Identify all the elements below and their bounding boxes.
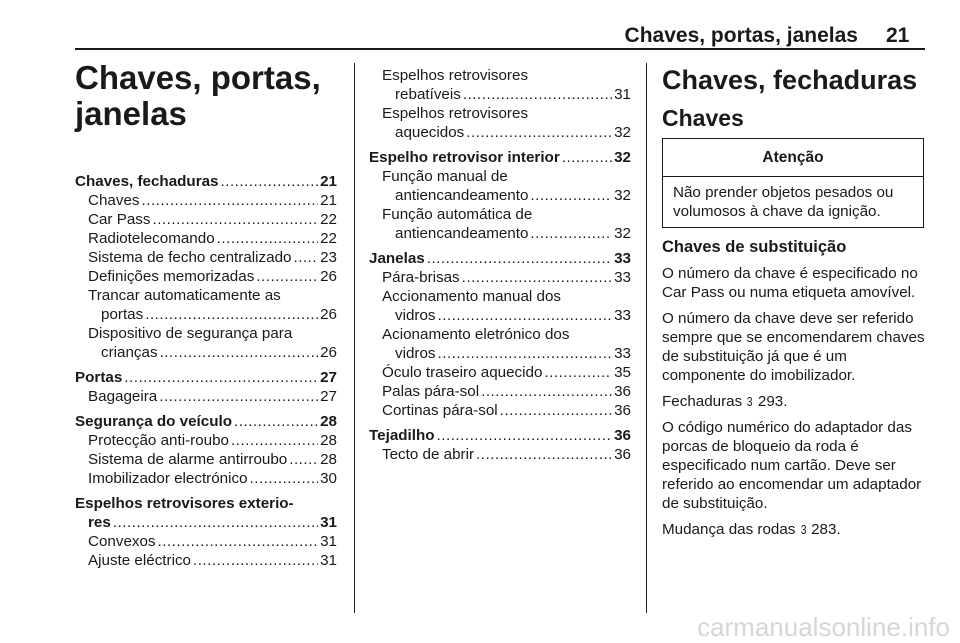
body-paragraph bbox=[662, 264, 928, 302]
toc-entry[interactable] bbox=[369, 363, 631, 382]
toc-entry-title: Definições memorizadas bbox=[88, 268, 255, 285]
reference-arrow-icon: 3 bbox=[747, 394, 753, 409]
toc-page-number: 31 bbox=[614, 86, 631, 103]
body-paragraph bbox=[662, 309, 928, 385]
toc-leader-dots bbox=[562, 148, 612, 167]
toc-entry-title[interactable]: Função manual de bbox=[382, 168, 508, 185]
toc-entry-title: Tecto de abrir bbox=[382, 446, 475, 463]
toc-entry-continuation: antiencandeamento bbox=[395, 187, 529, 204]
toc-leader-dots bbox=[158, 532, 319, 551]
toc-leader-dots bbox=[142, 191, 319, 210]
toc-entry[interactable] bbox=[75, 305, 337, 324]
toc-leader-dots bbox=[438, 344, 613, 363]
toc-entry[interactable] bbox=[369, 123, 631, 142]
toc-leader-dots bbox=[438, 306, 613, 325]
toc-page-number: 36 bbox=[614, 383, 631, 400]
toc-entry[interactable] bbox=[75, 229, 337, 248]
toc-leader-dots bbox=[466, 123, 612, 142]
toc-page-number: 36 bbox=[614, 446, 631, 463]
toc-page-number: 36 bbox=[614, 427, 631, 444]
toc-entry-title: Óculo traseiro aquecido bbox=[382, 364, 543, 381]
toc-page-number: 22 bbox=[320, 211, 337, 228]
toc-entry-title[interactable]: Accionamento manual dos bbox=[382, 288, 561, 305]
toc-entry[interactable] bbox=[75, 551, 337, 570]
toc-entry-title: Bagageira bbox=[88, 388, 158, 405]
paragraph-text: Mudança das rodas bbox=[662, 521, 796, 538]
toc-page-number: 33 bbox=[614, 345, 631, 362]
paragraph-text: Fechaduras bbox=[662, 393, 743, 410]
reference-arrow-icon: 3 bbox=[800, 522, 807, 537]
column-divider-right bbox=[646, 63, 647, 613]
toc-entry[interactable] bbox=[75, 513, 337, 532]
toc-page-number: 32 bbox=[614, 187, 631, 204]
toc-entry-continuation: res bbox=[88, 514, 111, 531]
header-rule bbox=[75, 48, 925, 50]
toc-leader-dots bbox=[437, 426, 613, 445]
toc-entry-title: Palas pára-sol bbox=[382, 383, 480, 400]
body-text bbox=[662, 264, 928, 546]
toc-leader-dots bbox=[530, 224, 612, 243]
subsection-title: Chaves bbox=[662, 105, 744, 131]
toc-entry[interactable] bbox=[75, 368, 337, 387]
toc-leader-dots bbox=[256, 267, 318, 286]
toc-page-number: 35 bbox=[614, 364, 631, 381]
toc-page-number: 27 bbox=[320, 388, 337, 405]
toc-leader-dots bbox=[250, 469, 319, 488]
toc-leader-dots bbox=[159, 387, 318, 406]
toc-entry-title: Chaves bbox=[88, 192, 140, 209]
watermark: carmanualsonline.info bbox=[697, 612, 950, 642]
toc-entry[interactable] bbox=[75, 191, 337, 210]
toc-page-number: 32 bbox=[614, 124, 631, 141]
toc-page-number: 33 bbox=[614, 269, 631, 286]
toc-page-number: 23 bbox=[320, 249, 337, 266]
toc-entry[interactable] bbox=[75, 412, 337, 431]
toc-page-number: 31 bbox=[320, 514, 337, 531]
toc-entry-title[interactable]: Função automática de bbox=[382, 206, 533, 223]
toc-middle-column bbox=[369, 66, 631, 464]
section-title: Chaves, fechaduras bbox=[662, 65, 918, 95]
toc-page-number: 26 bbox=[320, 268, 337, 285]
toc-entry[interactable] bbox=[369, 224, 631, 243]
toc-entry-title: Cortinas pára-sol bbox=[382, 402, 498, 419]
toc-entry[interactable] bbox=[369, 382, 631, 401]
toc-entry[interactable] bbox=[75, 343, 337, 362]
toc-entry[interactable] bbox=[369, 426, 631, 445]
toc-entry-title: Car Pass bbox=[88, 211, 151, 228]
toc-leader-dots bbox=[462, 268, 612, 287]
replacement-keys-heading: Chaves de substituição bbox=[662, 238, 847, 256]
toc-entry-continuation: aquecidos bbox=[395, 124, 465, 141]
toc-leader-dots bbox=[113, 513, 318, 532]
toc-entry-title[interactable]: Espelhos retrovisores bbox=[382, 67, 529, 84]
toc-page-number: 32 bbox=[614, 225, 631, 242]
toc-entry[interactable] bbox=[75, 172, 337, 191]
toc-page-number: 33 bbox=[614, 250, 631, 267]
toc-page-number: 26 bbox=[320, 306, 337, 323]
toc-page-number: 28 bbox=[320, 432, 337, 449]
toc-page-number: 33 bbox=[614, 307, 631, 324]
toc-entry-title[interactable]: Espelhos retrovisores bbox=[382, 105, 529, 122]
chapter-title: Chaves, portas, janelas bbox=[75, 59, 321, 132]
toc-entry[interactable] bbox=[369, 186, 631, 205]
toc-page-number: 31 bbox=[320, 552, 337, 569]
toc-entry[interactable] bbox=[75, 267, 337, 286]
toc-page-number: 21 bbox=[320, 192, 337, 209]
toc-page-number: 22 bbox=[320, 230, 337, 247]
page-reference-link[interactable]: 293. bbox=[757, 393, 788, 410]
toc-entry-continuation: antiencandeamento bbox=[395, 225, 529, 242]
toc-entry[interactable] bbox=[75, 532, 337, 551]
toc-leader-dots bbox=[145, 305, 318, 324]
paragraph-text: O número da chave é especificado no Car Pass ou numa etiqueta amovível. bbox=[662, 265, 918, 301]
toc-page-number: 30 bbox=[320, 470, 337, 487]
toc-entry[interactable] bbox=[75, 248, 337, 267]
toc-leader-dots bbox=[481, 382, 612, 401]
body-paragraph bbox=[662, 418, 928, 513]
toc-leader-dots bbox=[217, 229, 318, 248]
toc-entry-title[interactable]: Dispositivo de segurança para bbox=[88, 325, 293, 342]
toc-page-number: 28 bbox=[320, 413, 337, 430]
column-divider-left bbox=[354, 63, 355, 613]
toc-entry[interactable] bbox=[369, 249, 631, 268]
toc-leader-dots bbox=[544, 363, 612, 382]
toc-leader-dots bbox=[476, 445, 612, 464]
paragraph-text: O número da chave deve ser referido sempre que se encomendarem chaves de substituição já que é um componente do imobilizador. bbox=[662, 310, 925, 384]
toc-entry-title: Janelas bbox=[369, 250, 425, 267]
toc-entry[interactable] bbox=[369, 148, 631, 167]
warning-heading: Atenção bbox=[663, 139, 923, 177]
toc-page-number: 32 bbox=[614, 149, 631, 166]
toc-entry-continuation: crianças bbox=[101, 344, 158, 361]
toc-entry-title: Convexos bbox=[88, 533, 156, 550]
warning-text: Não prender objetos pesados ou volumosos à chave da ignição. bbox=[673, 184, 894, 220]
toc-page-number: 36 bbox=[614, 402, 631, 419]
toc-entry-title: Ajuste eléctrico bbox=[88, 552, 191, 569]
toc-entry-title: Sistema de fecho centralizado bbox=[88, 249, 292, 266]
toc-entry-title[interactable]: Trancar automaticamente as bbox=[88, 287, 281, 304]
toc-leader-dots bbox=[234, 412, 318, 431]
toc-entry-title[interactable]: Acionamento eletrónico dos bbox=[382, 326, 570, 343]
toc-entry[interactable] bbox=[75, 387, 337, 406]
toc-entry-title: Chaves, fechaduras bbox=[75, 173, 219, 190]
running-header-title: Chaves, portas, janelas bbox=[624, 24, 858, 47]
toc-entry[interactable] bbox=[369, 306, 631, 325]
toc-page-number: 27 bbox=[320, 369, 337, 386]
toc-entry-title: Segurança do veículo bbox=[75, 413, 232, 430]
toc-leader-dots bbox=[152, 210, 318, 229]
toc-entry-title: Espelho retrovisor interior bbox=[369, 149, 560, 166]
body-paragraph bbox=[662, 520, 928, 539]
toc-leader-dots bbox=[221, 172, 319, 191]
toc-leader-dots bbox=[463, 85, 612, 104]
toc-leader-dots bbox=[289, 450, 318, 469]
toc-leader-dots bbox=[530, 186, 612, 205]
toc-entry-title: Pára-brisas bbox=[382, 269, 460, 286]
toc-entry-title: Radiotelecomando bbox=[88, 230, 215, 247]
toc-leader-dots bbox=[427, 249, 612, 268]
toc-entry-title: Sistema de alarme antirroubo bbox=[88, 451, 288, 468]
toc-leader-dots bbox=[160, 343, 319, 362]
body-paragraph bbox=[662, 392, 928, 411]
toc-leader-dots bbox=[500, 401, 612, 420]
toc-entry[interactable] bbox=[369, 85, 631, 104]
toc-entry[interactable] bbox=[369, 268, 631, 287]
toc-entry[interactable] bbox=[75, 431, 337, 450]
toc-entry[interactable] bbox=[75, 450, 337, 469]
toc-entry-title[interactable]: Espelhos retrovisores exterio- bbox=[75, 495, 294, 512]
toc-entry-title: Protecção anti-roubo bbox=[88, 432, 229, 449]
toc-leader-dots bbox=[231, 431, 318, 450]
toc-leader-dots bbox=[293, 248, 318, 267]
page-reference-link[interactable]: 283. bbox=[811, 521, 841, 538]
toc-leader-dots bbox=[124, 368, 318, 387]
toc-entry-title: Imobilizador electrónico bbox=[88, 470, 248, 487]
page-number: 21 bbox=[886, 24, 910, 47]
toc-entry-continuation: portas bbox=[101, 306, 144, 323]
toc-entry-title: Portas bbox=[75, 369, 123, 386]
toc-entry-continuation: rebatíveis bbox=[395, 86, 461, 103]
toc-entry[interactable] bbox=[75, 469, 337, 488]
toc-page-number: 21 bbox=[320, 173, 337, 190]
toc-page-number: 31 bbox=[320, 533, 337, 550]
toc-entry[interactable] bbox=[369, 445, 631, 464]
toc-entry-continuation: vidros bbox=[395, 345, 436, 362]
toc-entry-continuation: vidros bbox=[395, 307, 436, 324]
toc-page-number: 26 bbox=[320, 344, 337, 361]
paragraph-text: O código numérico do adaptador das porcas de bloqueio da roda é especificado num cartão. Deve ser referido ao encomendar um adaptador de substituição. bbox=[662, 419, 922, 512]
toc-entry-title: Tejadilho bbox=[369, 427, 435, 444]
toc-entry[interactable] bbox=[369, 344, 631, 363]
warning-box bbox=[662, 138, 924, 228]
toc-leader-dots bbox=[193, 551, 318, 570]
toc-left-column bbox=[75, 172, 337, 570]
toc-entry[interactable] bbox=[75, 210, 337, 229]
toc-page-number: 28 bbox=[320, 451, 337, 468]
toc-entry[interactable] bbox=[369, 401, 631, 420]
